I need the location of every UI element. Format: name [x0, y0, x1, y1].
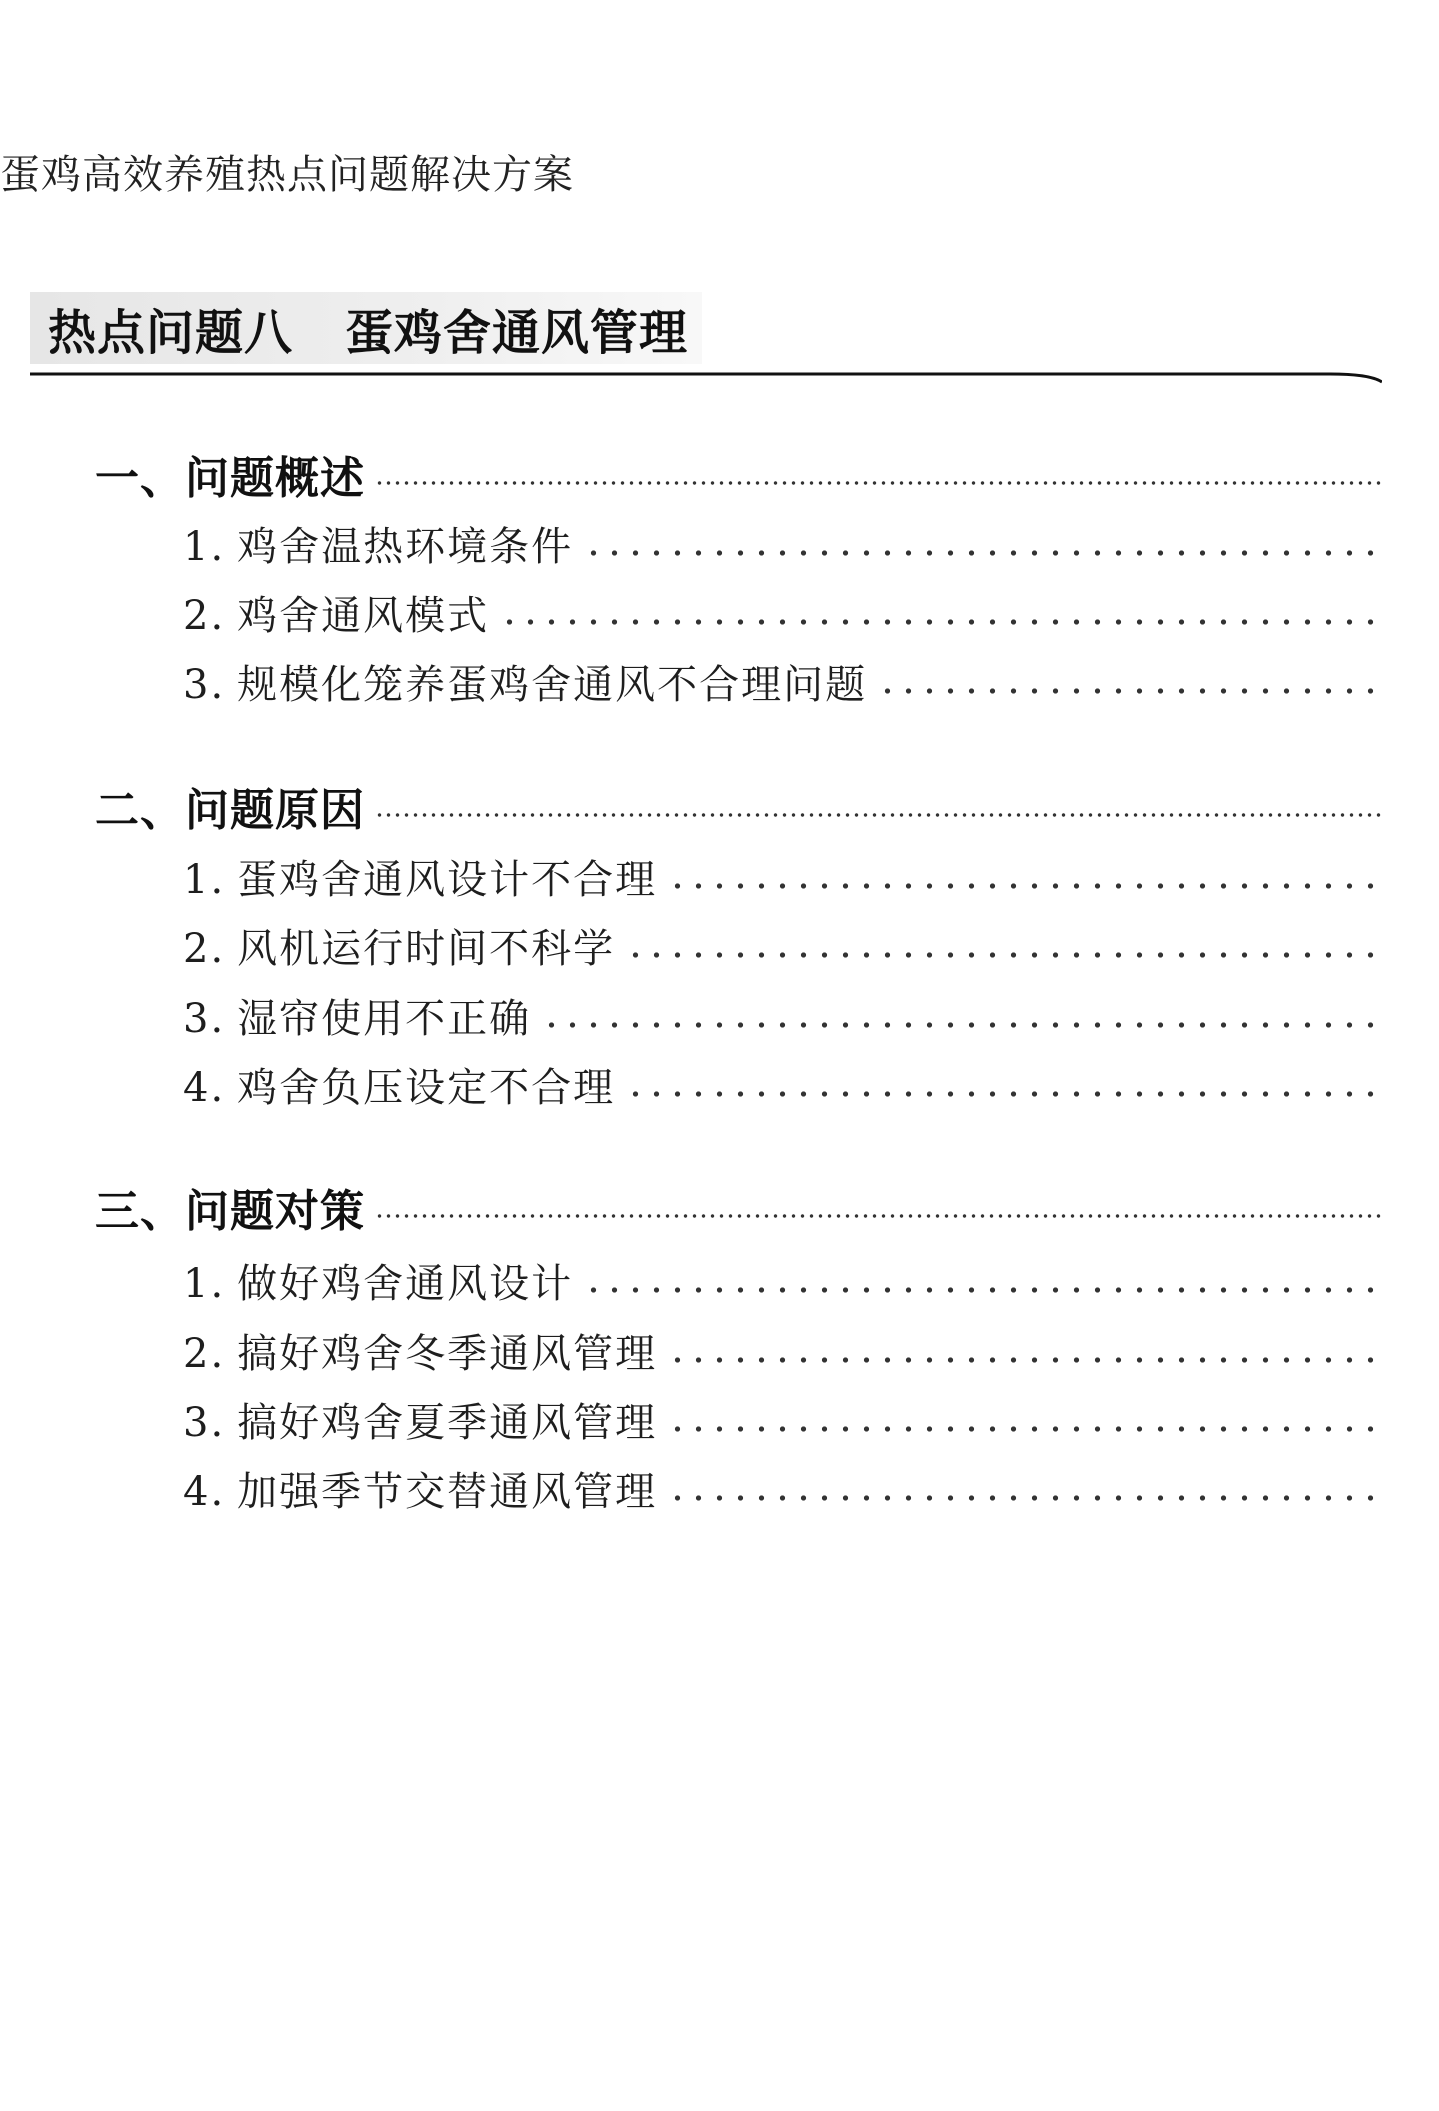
dot-leader	[375, 1213, 1385, 1219]
dot-leader	[375, 480, 1385, 486]
toc-item-title: 搞好鸡舍冬季通风管理	[237, 1331, 658, 1377]
dot-leader	[625, 952, 1383, 958]
toc-section-title: 问题对策	[185, 1186, 365, 1237]
book-title: 蛋鸡高效养殖热点问题解决方案	[0, 152, 574, 198]
dot-leader	[499, 619, 1383, 625]
dot-leader	[375, 812, 1385, 818]
dot-leader	[583, 550, 1383, 556]
dot-leader	[667, 1426, 1383, 1432]
toc-section-number: 三、	[95, 1186, 185, 1237]
toc-item-number: 2.	[183, 926, 226, 972]
toc-section[interactable]	[95, 442, 1385, 506]
toc-item-number: 4.	[183, 1469, 226, 1515]
chapter-rule	[30, 372, 1382, 384]
toc-section-title: 问题原因	[185, 785, 365, 836]
toc-section-title: 问题概述	[185, 453, 365, 504]
toc-section[interactable]	[95, 774, 1385, 838]
toc-item[interactable]	[183, 515, 1383, 572]
toc-item-title: 风机运行时间不科学	[237, 926, 616, 972]
chapter-heading	[30, 292, 702, 364]
toc-item-number: 1.	[183, 857, 226, 903]
toc-section-number: 一、	[95, 453, 185, 504]
dot-leader	[877, 688, 1383, 694]
toc-item[interactable]	[183, 1056, 1383, 1113]
dot-leader	[625, 1091, 1383, 1097]
dot-leader	[583, 1287, 1383, 1293]
toc-item-number: 2.	[183, 1331, 226, 1377]
toc-item[interactable]	[183, 653, 1383, 710]
toc-item-title: 鸡舍温热环境条件	[237, 524, 574, 570]
toc-item-title: 规模化笼养蛋鸡舍通风不合理问题	[237, 662, 868, 708]
toc-item-number: 3.	[183, 662, 226, 708]
toc-item-title: 鸡舍负压设定不合理	[237, 1065, 616, 1111]
toc-item-number: 2.	[183, 593, 226, 639]
toc-item[interactable]	[183, 848, 1383, 905]
dot-leader	[667, 1357, 1383, 1363]
toc-item-number: 1.	[183, 1261, 226, 1307]
toc-item-number: 1.	[183, 524, 226, 570]
chapter-title: 蛋鸡舍通风管理	[345, 304, 689, 361]
toc-item-title: 做好鸡舍通风设计	[237, 1261, 574, 1307]
toc-section-number: 二、	[95, 785, 185, 836]
toc-item[interactable]	[183, 1252, 1383, 1309]
toc-item[interactable]	[183, 584, 1383, 641]
toc-item-number: 3.	[183, 1400, 226, 1446]
toc-item-title: 搞好鸡舍夏季通风管理	[237, 1400, 658, 1446]
dot-leader	[541, 1022, 1383, 1028]
toc-item[interactable]	[183, 1391, 1383, 1448]
toc-item-title: 加强季节交替通风管理	[237, 1469, 658, 1515]
dot-leader	[667, 883, 1383, 889]
dot-leader	[667, 1495, 1383, 1501]
toc-item-title: 湿帘使用不正确	[237, 996, 532, 1042]
toc-section[interactable]	[95, 1175, 1385, 1239]
toc-item-number: 3.	[183, 996, 226, 1042]
toc-item-title: 鸡舍通风模式	[237, 593, 490, 639]
toc-item[interactable]	[183, 987, 1383, 1044]
toc-item[interactable]	[183, 1322, 1383, 1379]
toc-item-number: 4.	[183, 1065, 226, 1111]
toc-item-title: 蛋鸡舍通风设计不合理	[237, 857, 658, 903]
toc-item[interactable]	[183, 917, 1383, 974]
toc-item[interactable]	[183, 1460, 1383, 1517]
chapter-number: 热点问题八	[48, 304, 294, 361]
